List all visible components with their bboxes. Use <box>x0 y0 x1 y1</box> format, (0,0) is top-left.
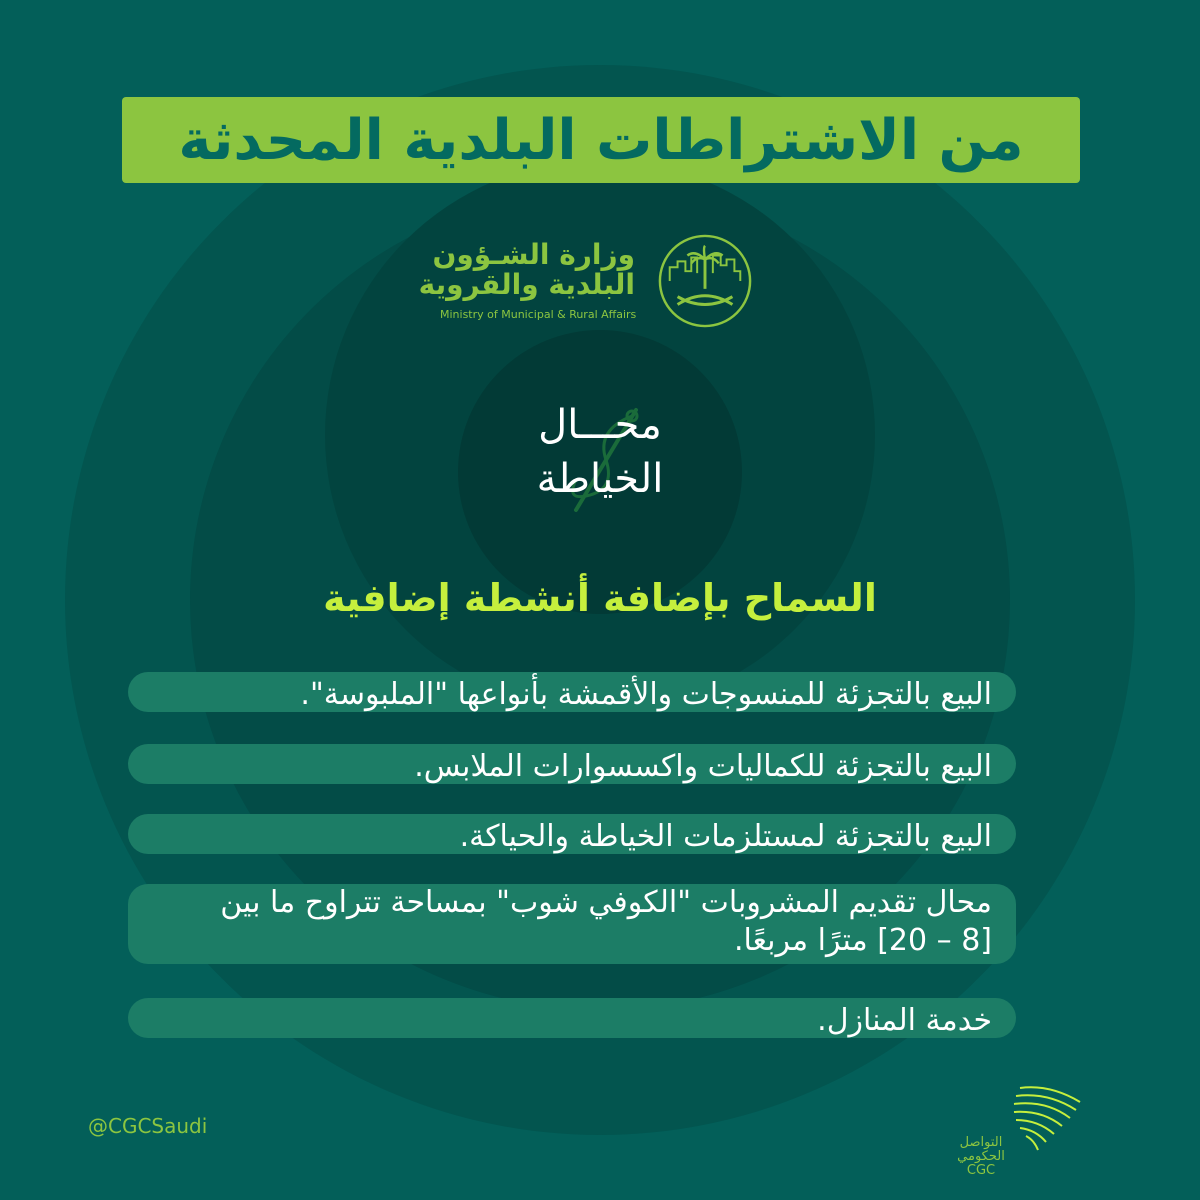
logo-english: Ministry of Municipal & Rural Affairs <box>440 308 637 321</box>
cgc-line1: التواصل <box>959 1135 1003 1150</box>
social-handle: @CGCSaudi <box>88 1114 208 1138</box>
list-item <box>128 744 1016 784</box>
category-line1: محـــال <box>538 402 662 448</box>
list-item <box>128 814 1016 854</box>
logo-text <box>419 240 635 300</box>
list-item-text-line2: [8 – 20] مترًا مربعًا. <box>734 923 992 958</box>
page-title: من الاشتراطات البلدية المحدثة <box>178 107 1024 173</box>
category-line2: الخياطة <box>536 456 664 502</box>
list-item <box>128 672 1016 712</box>
cgc-line2: الحكومي <box>957 1149 1005 1164</box>
section-subtitle: السماح بإضافة أنشطة إضافية <box>323 576 877 620</box>
logo-arabic-line1: وزارة الشـؤون <box>432 238 635 271</box>
list-item <box>128 998 1016 1038</box>
cgc-line3: CGC <box>966 1163 996 1178</box>
list-item-text: البيع بالتجزئة للمنسوجات والأقمشة بأنواعها "الملبوسة". <box>300 677 992 712</box>
logo-arabic-line2: البلدية والقروية <box>418 268 635 301</box>
list-item <box>128 884 1016 964</box>
list-item-text-line1: محال تقديم المشروبات "الكوفي شوب" بمساحة تتراوح ما بين <box>220 885 992 920</box>
list-item-text: خدمة المنازل. <box>817 1003 992 1038</box>
list-item-text: البيع بالتجزئة لمستلزمات الخياطة والحياكة. <box>459 819 992 854</box>
title-banner <box>122 97 1080 183</box>
list-item-text: البيع بالتجزئة للكماليات واكسسوارات الملابس. <box>414 749 992 784</box>
ministry-logo <box>420 232 770 322</box>
category-title <box>470 398 730 506</box>
palm-swords-emblem-icon <box>656 232 754 330</box>
cgc-logo-text <box>948 1136 1014 1178</box>
